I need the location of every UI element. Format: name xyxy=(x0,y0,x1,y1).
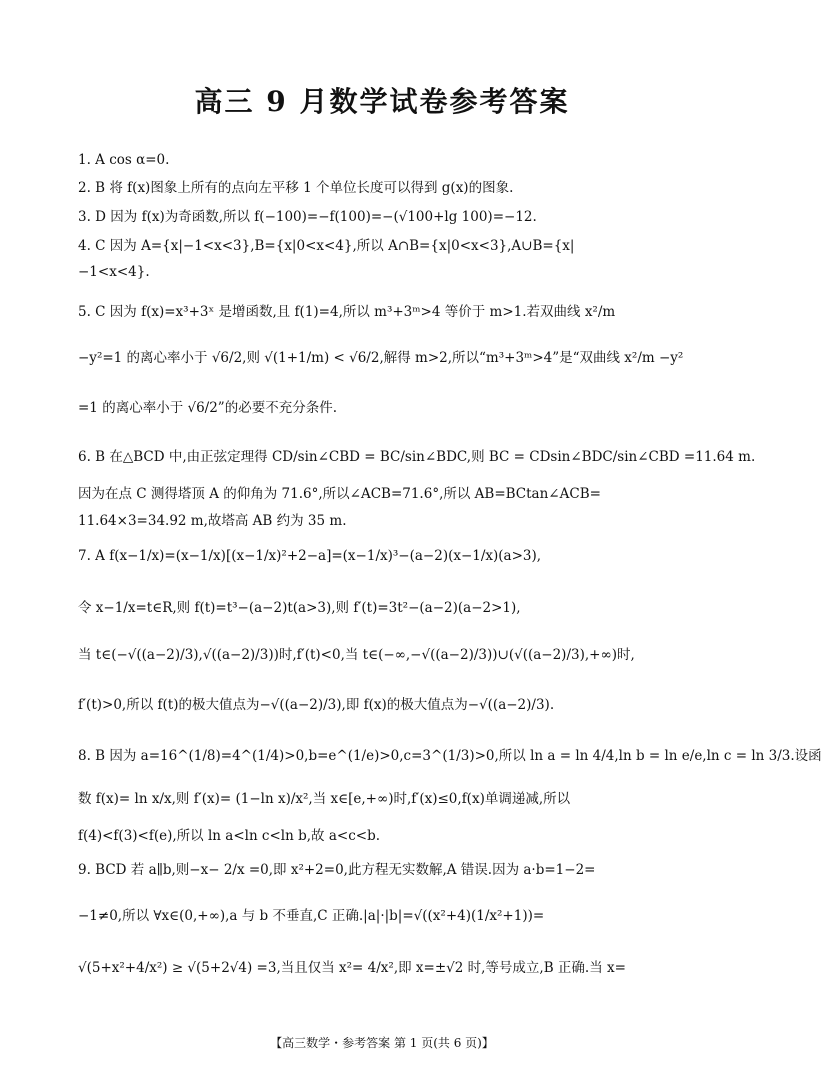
answer-line: 5. C 因为 f(x)=x³+3ˣ 是增函数,且 f(1)=4,所以 m³+3ᵐ>4 等价于 m>1.若双曲线 x²/m xyxy=(78,304,616,320)
answer-line: 7. A f(x−1/x)=(x−1/x)[(x−1/x)²+2−a]=(x−1/x)³−(a−2)(x−1/x)(a>3), xyxy=(78,548,542,564)
answer-line: 令 x−1/x=t∈R,则 f(t)=t³−(a−2)t(a>3),则 f′(t)=3t²−(a−2)(a−2>1), xyxy=(78,600,521,616)
answer-line: 8. B 因为 a=16^(1/8)=4^(1/4)>0,b=e^(1/e)>0,c=3^(1/3)>0,所以 ln a = ln 4/4,ln b = ln e/e,ln c = ln 3/3.设函 xyxy=(78,748,822,764)
answer-line: 当 t∈(−√((a−2)/3),√((a−2)/3))时,f′(t)<0,当 t∈(−∞,−√((a−2)/3))∪(√((a−2)/3),+∞)时, xyxy=(78,647,635,663)
answer-line: 6. B 在△BCD 中,由正弦定理得 CD/sin∠CBD = BC/sin∠BDC,则 BC = CDsin∠BDC/sin∠CBD =11.64 m. xyxy=(78,449,756,465)
answer-line: =1 的离心率小于 √6/2”的必要不充分条件. xyxy=(78,400,338,416)
answer-line: 数 f(x)= ln x/x,则 f′(x)= (1−ln x)/x²,当 x∈[e,+∞)时,f′(x)≤0,f(x)单调递减,所以 xyxy=(78,791,571,807)
answer-line: 9. BCD 若 a∥b,则−x− 2/x =0,即 x²+2=0,此方程无实数解,A 错误.因为 a·b=1−2= xyxy=(78,862,596,878)
answer-line: −y²=1 的离心率小于 √6/2,则 √(1+1/m) < √6/2,解得 m>2,所以“m³+3ᵐ>4”是“双曲线 x²/m −y² xyxy=(78,350,684,366)
answer-line: 1. A cos α=0. xyxy=(78,152,170,168)
answer-line: −1≠0,所以 ∀x∈(0,+∞),a 与 b 不垂直,C 正确.|a|·|b|=√((x²+4)(1/x²+1))= xyxy=(78,908,545,924)
answer-line: f′(t)>0,所以 f(t)的极大值点为−√((a−2)/3),即 f(x)的极大值点为−√((a−2)/3). xyxy=(78,697,555,713)
answer-line: −1<x<4}. xyxy=(78,264,150,280)
answer-line: 11.64×3=34.92 m,故塔高 AB 约为 35 m. xyxy=(78,513,347,529)
page-title: 高三 9 月数学试卷参考答案 xyxy=(194,85,570,118)
answer-line: 4. C 因为 A={x|−1<x<3},B={x|0<x<4},所以 A∩B={x|0<x<3},A∪B={x| xyxy=(78,238,575,254)
answer-line: 因为在点 C 测得塔顶 A 的仰角为 71.6°,所以∠ACB=71.6°,所以 AB=BCtan∠ACB= xyxy=(78,486,601,502)
answer-line: 3. D 因为 f(x)为奇函数,所以 f(−100)=−f(100)=−(√100+lg 100)=−12. xyxy=(78,209,537,225)
answer-line: f(4)<f(3)<f(e),所以 ln a<ln c<ln b,故 a<c<b. xyxy=(78,828,380,844)
page-footer: 【高三数学・参考答案 第 1 页(共 6 页)】 xyxy=(270,1036,494,1050)
answer-line: 2. B 将 f(x)图象上所有的点向左平移 1 个单位长度可以得到 g(x)的图象. xyxy=(78,180,514,196)
answer-line: √(5+x²+4/x²) ≥ √(5+2√4) =3,当且仅当 x²= 4/x²,即 x=±√2 时,等号成立,B 正确.当 x= xyxy=(78,960,626,976)
